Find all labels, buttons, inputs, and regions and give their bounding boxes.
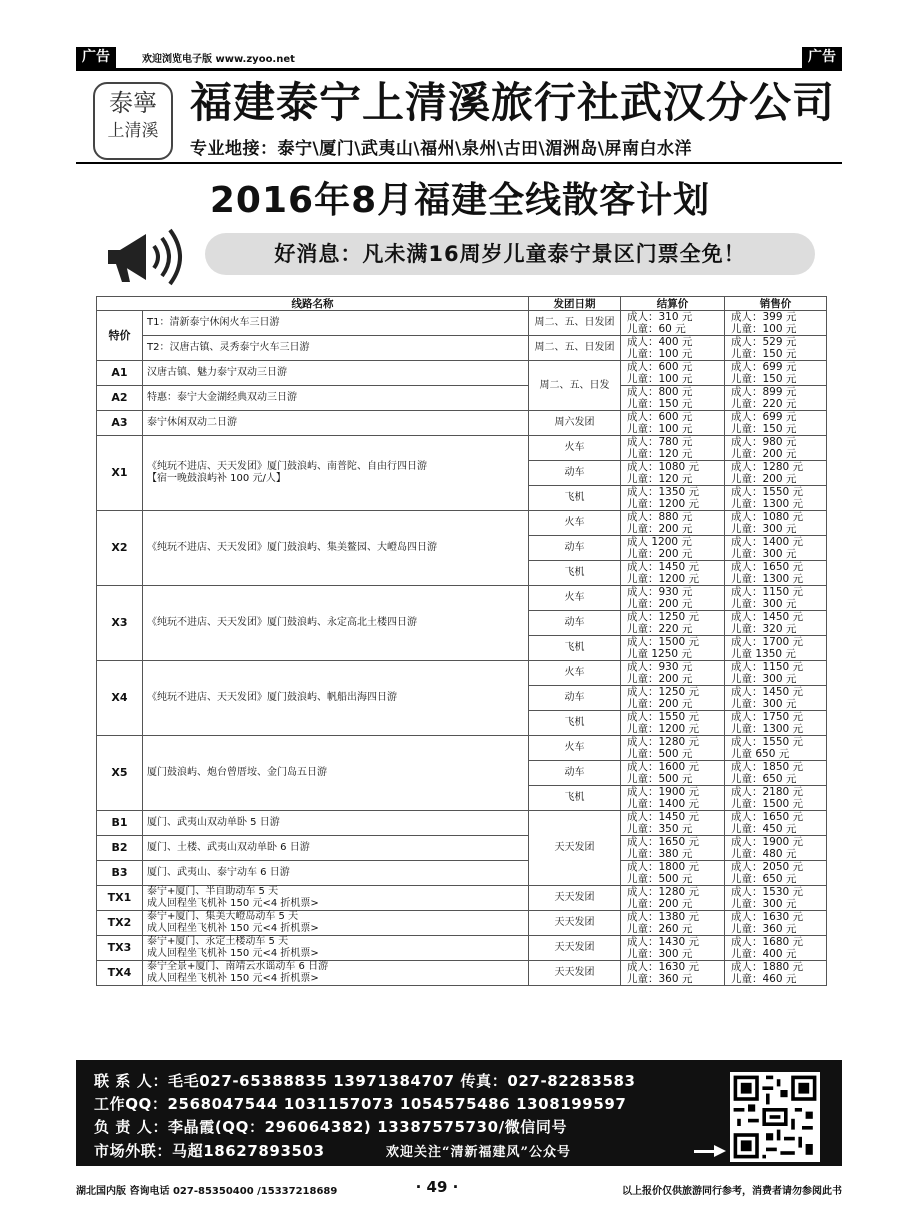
transport-mode: 火车 [529, 436, 621, 461]
route-code: 特价 [97, 311, 143, 361]
route-name: 厦门鼓浪屿、炮台曾厝垵、金门岛五日游 [143, 736, 529, 811]
sale-price: 成人：1750 元 儿童：1300 元 [725, 711, 827, 736]
ad-tag-left: 广告 [76, 47, 116, 68]
sale-price: 成人：2180 元 儿童：1500 元 [725, 786, 827, 811]
table-row [97, 911, 827, 936]
transport-mode: 火车 [529, 511, 621, 536]
table-row [97, 586, 827, 611]
departure-date: 天天发团 [529, 886, 621, 911]
sale-price: 成人：1450 元 儿童：300 元 [725, 686, 827, 711]
transport-mode: 火车 [529, 736, 621, 761]
logo-line-1: 泰寧 [109, 89, 157, 117]
good-news-banner: 好消息：凡未满16周岁儿童泰宁景区门票全免！ [205, 233, 815, 275]
sale-price: 成人：1150 元 儿童：300 元 [725, 586, 827, 611]
settle-price: 成人：1080 元 儿童：120 元 [621, 461, 725, 486]
sale-price: 成人：1400 元 儿童：300 元 [725, 536, 827, 561]
contact-panel [76, 1060, 842, 1166]
route-name: 《纯玩不进店、天天发团》厦门鼓浪屿、集美鳌园、大嶝岛四日游 [143, 511, 529, 586]
route-code: B3 [97, 861, 143, 886]
route-code: X1 [97, 436, 143, 511]
transport-mode: 动车 [529, 611, 621, 636]
transport-mode: 火车 [529, 586, 621, 611]
route-code: A3 [97, 411, 143, 436]
table-row [97, 436, 827, 461]
route-name: T2：汉唐古镇、灵秀泰宁火车三日游 [143, 336, 529, 361]
table-row [97, 861, 827, 886]
marketing-line: 市场外联：马超18627893503 [94, 1142, 325, 1160]
route-code: B1 [97, 811, 143, 836]
table-row [97, 736, 827, 761]
sale-price: 成人：699 元 儿童：150 元 [725, 361, 827, 386]
follow-text: 欢迎关注“清新福建风”公众号 [386, 1145, 571, 1160]
settle-price: 成人：1900 元 儿童：1400 元 [621, 786, 725, 811]
service-areas: 专业地接：泰宁\厦门\武夷山\福州\泉州\古田\湄洲岛\屏南白水洋 [190, 139, 692, 159]
site-text: 欢迎浏览电子版 www.zyoo.net [142, 54, 295, 65]
settle-price: 成人：1350 元 儿童：1200 元 [621, 486, 725, 511]
contact-line: 联 系 人：毛毛027-65388835 13971384707 传真：027-82283583 [94, 1072, 636, 1090]
settle-price: 成人：1430 元 儿童：300 元 [621, 936, 725, 961]
settle-price: 成人：780 元 儿童：120 元 [621, 436, 725, 461]
sale-price: 成人：1280 元 儿童：200 元 [725, 461, 827, 486]
settle-price: 成人 1200 元 儿童：200 元 [621, 536, 725, 561]
departure-date: 天天发团 [529, 811, 621, 886]
sale-price: 成人：1530 元 儿童：300 元 [725, 886, 827, 911]
route-name: 泰宁全景+厦门、南靖云水谣动车 6 日游 成人回程坐飞机补 150 元<4 折机票> [143, 961, 529, 986]
header-settle: 结算价 [621, 297, 725, 311]
transport-mode: 飞机 [529, 786, 621, 811]
transport-mode: 动车 [529, 461, 621, 486]
header-route: 线路名称 [97, 297, 529, 311]
ad-tag-right: 广告 [802, 47, 842, 68]
departure-date: 天天发团 [529, 961, 621, 986]
sale-price: 成人：2050 元 儿童：650 元 [725, 861, 827, 886]
sale-price: 成人：1650 元 儿童：1300 元 [725, 561, 827, 586]
company-logo [93, 82, 173, 160]
settle-price: 成人：1280 元 儿童：200 元 [621, 886, 725, 911]
settle-price: 成人：930 元 儿童：200 元 [621, 661, 725, 686]
settle-price: 成人：1280 元 儿童：500 元 [621, 736, 725, 761]
sale-price: 成人：1900 元 儿童：480 元 [725, 836, 827, 861]
route-name: 特惠：泰宁大金湖经典双动三日游 [143, 386, 529, 411]
table-row [97, 836, 827, 861]
table-row [97, 511, 827, 536]
settle-price: 成人：1450 元 儿童：350 元 [621, 811, 725, 836]
settle-price: 成人：880 元 儿童：200 元 [621, 511, 725, 536]
settle-price: 成人：1450 元 儿童：1200 元 [621, 561, 725, 586]
divider [76, 162, 842, 164]
sale-price: 成人：1650 元 儿童：450 元 [725, 811, 827, 836]
sale-price: 成人：1150 元 儿童：300 元 [725, 661, 827, 686]
megaphone-icon [100, 224, 190, 286]
route-code: A1 [97, 361, 143, 386]
settle-price: 成人：600 元 儿童：100 元 [621, 411, 725, 436]
departure-date: 天天发团 [529, 936, 621, 961]
route-name: 泰宁休闲双动二日游 [143, 411, 529, 436]
route-name: 《纯玩不进店、天天发团》厦门鼓浪屿、永定高北土楼四日游 [143, 586, 529, 661]
top-bar [76, 47, 842, 71]
sale-price: 成人：1550 元 儿童：1300 元 [725, 486, 827, 511]
route-name: 厦门、武夷山、泰宁动车 6 日游 [143, 861, 529, 886]
table-row [97, 886, 827, 911]
settle-price: 成人：310 元 儿童：60 元 [621, 311, 725, 336]
settle-price: 成人：600 元 儿童：100 元 [621, 361, 725, 386]
transport-mode: 飞机 [529, 486, 621, 511]
table-row [97, 411, 827, 436]
sale-price: 成人：529 元 儿童：150 元 [725, 336, 827, 361]
sale-price: 成人：1450 元 儿童：320 元 [725, 611, 827, 636]
departure-date: 周二、五、日发团 [529, 311, 621, 336]
settle-price: 成人：1500 元 儿童 1250 元 [621, 636, 725, 661]
settle-price: 成人：800 元 儿童：150 元 [621, 386, 725, 411]
logo-line-2: 上清溪 [107, 121, 159, 141]
plan-title: 2016年8月福建全线散客计划 [209, 180, 711, 221]
route-name: 汉唐古镇、魅力泰宁双动三日游 [143, 361, 529, 386]
route-code: X2 [97, 511, 143, 586]
table-row [97, 311, 827, 336]
settle-price: 成人：400 元 儿童：100 元 [621, 336, 725, 361]
route-code: B2 [97, 836, 143, 861]
route-code: TX2 [97, 911, 143, 936]
route-code: TX4 [97, 961, 143, 986]
sale-price: 成人：1850 元 儿童：650 元 [725, 761, 827, 786]
departure-date: 周六发团 [529, 411, 621, 436]
route-code: TX1 [97, 886, 143, 911]
footer-right: 以上报价仅供旅游同行参考，消费者请勿参阅此书 [622, 1186, 842, 1197]
qq-line: 工作QQ：2568047544 1031157073 1054575486 1308199597 [94, 1095, 627, 1113]
table-row [97, 386, 827, 411]
sale-price: 成人：1080 元 儿童：300 元 [725, 511, 827, 536]
table-row [97, 936, 827, 961]
settle-price: 成人：1380 元 儿童：260 元 [621, 911, 725, 936]
settle-price: 成人：1550 元 儿童：1200 元 [621, 711, 725, 736]
arrow-right-icon [694, 1150, 716, 1153]
settle-price: 成人：1250 元 儿童：220 元 [621, 611, 725, 636]
route-code: X4 [97, 661, 143, 736]
departure-date: 周二、五、日发 [529, 361, 621, 411]
departure-date: 天天发团 [529, 911, 621, 936]
sale-price: 成人：1700 元 儿童 1350 元 [725, 636, 827, 661]
route-name: 厦门、武夷山双动单卧 5 日游 [143, 811, 529, 836]
table-row [97, 361, 827, 386]
settle-price: 成人：1630 元 儿童：360 元 [621, 961, 725, 986]
route-code: X5 [97, 736, 143, 811]
sale-price: 成人：1630 元 儿童：360 元 [725, 911, 827, 936]
transport-mode: 动车 [529, 761, 621, 786]
sale-price: 成人：699 元 儿童：150 元 [725, 411, 827, 436]
route-code: A2 [97, 386, 143, 411]
transport-mode: 动车 [529, 536, 621, 561]
table-row [97, 336, 827, 361]
header-sale: 销售价 [725, 297, 827, 311]
route-name: 《纯玩不进店、天天发团》厦门鼓浪屿、南普陀、自由行四日游 【宿一晚鼓浪屿补 100 元/人】 [143, 436, 529, 511]
transport-mode: 飞机 [529, 561, 621, 586]
settle-price: 成人：1250 元 儿童：200 元 [621, 686, 725, 711]
transport-mode: 飞机 [529, 711, 621, 736]
sale-price: 成人：1550 元 儿童 650 元 [725, 736, 827, 761]
route-name: 泰宁+厦门、永定土楼动车 5 天 成人回程坐飞机补 150 元<4 折机票> [143, 936, 529, 961]
sale-price: 成人：399 元 儿童：100 元 [725, 311, 827, 336]
departure-date: 周二、五、日发团 [529, 336, 621, 361]
page-number: · 49 · [415, 1178, 459, 1196]
table-row [97, 811, 827, 836]
tour-price-table [96, 296, 827, 986]
sale-price: 成人：899 元 儿童：220 元 [725, 386, 827, 411]
table-row [97, 961, 827, 986]
settle-price: 成人：1600 元 儿童：500 元 [621, 761, 725, 786]
sale-price: 成人：1680 元 儿童：400 元 [725, 936, 827, 961]
route-name: 泰宁+厦门、半自助动车 5 天 成人回程坐飞机补 150 元<4 折机票> [143, 886, 529, 911]
transport-mode: 火车 [529, 661, 621, 686]
route-name: 厦门、土楼、武夷山双动单卧 6 日游 [143, 836, 529, 861]
route-code: TX3 [97, 936, 143, 961]
sale-price: 成人：1880 元 儿童：460 元 [725, 961, 827, 986]
company-name: 福建泰宁上清溪旅行社武汉分公司 [190, 78, 836, 127]
header-date: 发团日期 [529, 297, 621, 311]
qr-code[interactable] [730, 1072, 820, 1162]
route-name: T1：清新泰宁休闲火车三日游 [143, 311, 529, 336]
settle-price: 成人：1650 元 儿童：380 元 [621, 836, 725, 861]
footer-left: 湖北国内版 咨询电话 027-85350400 /15337218689 [76, 1186, 338, 1197]
settle-price: 成人：1800 元 儿童：500 元 [621, 861, 725, 886]
route-code: X3 [97, 586, 143, 661]
table-header-row [97, 297, 827, 311]
transport-mode: 动车 [529, 686, 621, 711]
transport-mode: 飞机 [529, 636, 621, 661]
manager-line: 负 责 人：李晶霞(QQ：296064382) 13387575730/微信同号 [94, 1118, 568, 1136]
route-name: 泰宁+厦门、集美大嶝岛动车 5 天 成人回程坐飞机补 150 元<4 折机票> [143, 911, 529, 936]
settle-price: 成人：930 元 儿童：200 元 [621, 586, 725, 611]
route-name: 《纯玩不进店、天天发团》厦门鼓浪屿、帆船出海四日游 [143, 661, 529, 736]
sale-price: 成人：980 元 儿童：200 元 [725, 436, 827, 461]
table-row [97, 661, 827, 686]
